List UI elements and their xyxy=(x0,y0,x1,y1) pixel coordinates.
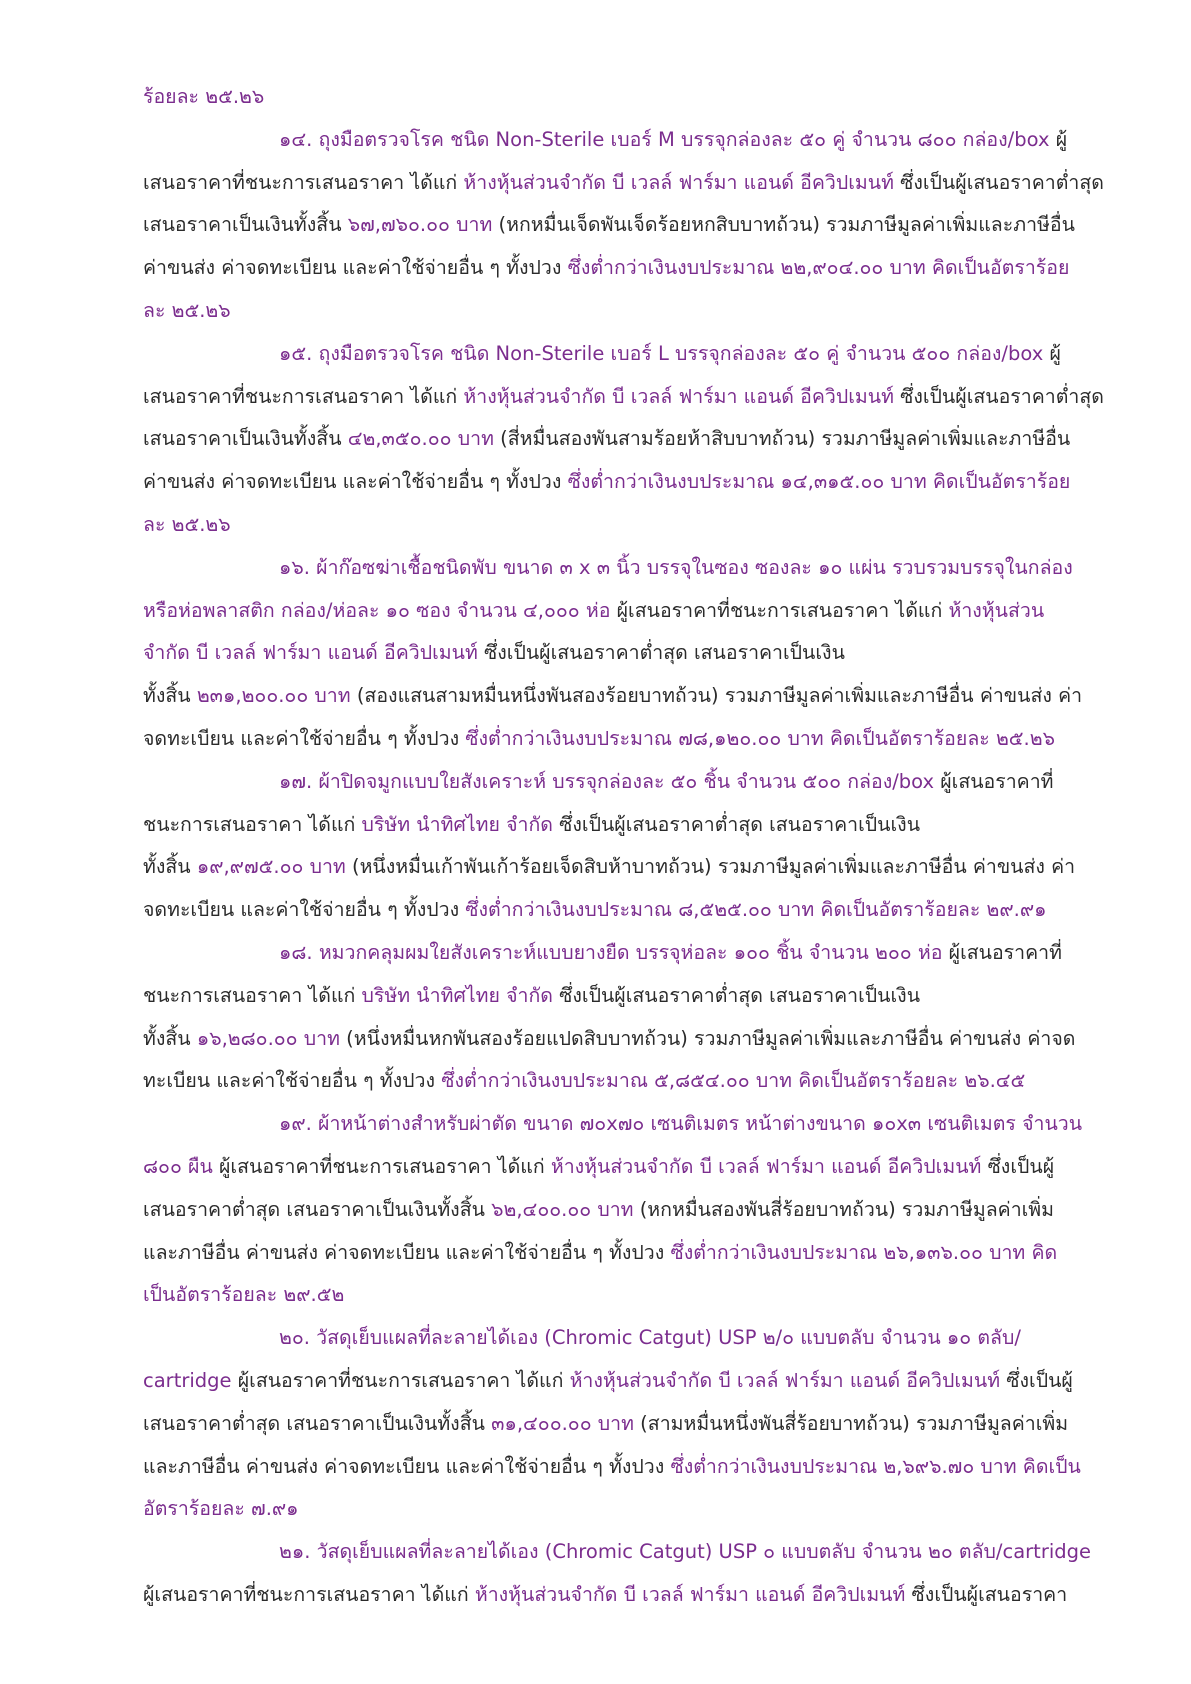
item-text-line xyxy=(143,889,1113,932)
highlighted-text: ซึ่งต่ำกว่าเงินงบประมาณ ๒๖,๑๓๖.๐๐ บาท คิด xyxy=(670,1240,1058,1264)
item-text-line xyxy=(143,1018,1113,1061)
body-text: (สี่หมื่นสองพันสามร้อยห้าสิบบาทถ้วน) รวมภาษีมูลค่าเพิ่มและภาษีอื่น xyxy=(493,427,1071,451)
body-text: เสนอราคาที่ชนะการเสนอราคา ได้แก่ xyxy=(143,384,464,408)
body-text: เสนอราคาต่ำสุด เสนอราคาเป็นเงินทั้งสิ้น xyxy=(143,1197,492,1221)
body-text: เสนอราคาที่ชนะการเสนอราคา ได้แก่ xyxy=(143,170,464,194)
body-text: ซึ่งเป็นผู้เสนอราคาต่ำสุด เสนอราคาเป็นเงิน xyxy=(552,983,921,1007)
item-text-line xyxy=(143,1274,1113,1317)
procurement-item xyxy=(143,1531,1113,1617)
procurement-item xyxy=(143,761,1113,932)
highlighted-text: ห้างหุ้นส่วนจำกัด บี เวลล์ ฟาร์มา แอนด์ อีควิปเมนท์ xyxy=(474,1582,906,1606)
body-text: ผู้เสนอราคาที่ชนะการเสนอราคา ได้แก่ xyxy=(231,1368,570,1392)
body-text: ผู้เสนอราคาที่ชนะการเสนอราคา ได้แก่ xyxy=(610,598,949,622)
body-text: เสนอราคาต่ำสุด เสนอราคาเป็นเงินทั้งสิ้น xyxy=(143,1411,492,1435)
body-text: ผู้เสนอราคาที่ xyxy=(934,769,1054,793)
item-text-line xyxy=(143,504,1113,547)
procurement-item xyxy=(143,1103,1113,1317)
highlighted-text: ๒๓๑,๒๐๐.๐๐ บาท xyxy=(196,684,351,708)
highlighted-text: ๔๒,๓๕๐.๐๐ บาท xyxy=(347,427,494,451)
item-text-line xyxy=(143,1060,1113,1103)
body-text: (สองแสนสามหมื่นหนึ่งพันสองร้อยบาทถ้วน) รวมภาษีมูลค่าเพิ่มและภาษีอื่น ค่าขนส่ง ค่า xyxy=(350,684,1083,708)
body-text: (หกหมื่นสองพันสี่ร้อยบาทถ้วน) รวมภาษีมูลค่าเพิ่ม xyxy=(633,1197,1055,1221)
item-text-line xyxy=(143,846,1113,889)
item-heading-line xyxy=(143,1317,1113,1360)
highlighted-text: cartridge xyxy=(143,1368,232,1392)
highlighted-text: ซึ่งต่ำกว่าเงินงบประมาณ ๗๘,๑๒๐.๐๐ บาท คิดเป็นอัตราร้อยละ ๒๕.๒๖ xyxy=(465,726,1055,750)
body-text: ทั้งสิ้น xyxy=(143,855,197,879)
highlighted-text: ๑๙,๙๗๕.๐๐ บาท xyxy=(196,855,346,879)
item-text-line xyxy=(143,204,1113,247)
item-text-line xyxy=(143,632,1113,675)
highlighted-text: ห้างหุ้นส่วนจำกัด บี เวลล์ ฟาร์มา แอนด์ อีควิปเมนท์ xyxy=(569,1368,1001,1392)
item-heading-line xyxy=(143,119,1113,162)
body-text: ค่าขนส่ง ค่าจดทะเบียน และค่าใช้จ่ายอื่น ๆ ทั้งปวง xyxy=(143,470,568,494)
highlighted-text: ละ ๒๕.๒๖ xyxy=(143,512,231,536)
highlighted-text: หรือห่อพลาสติก กล่อง/ห่อละ ๑๐ ซอง จำนวน ๔,๐๐๐ ห่อ xyxy=(143,598,611,622)
highlighted-text: ซึ่งต่ำกว่าเงินงบประมาณ ๒๒,๙๐๔.๐๐ บาท คิดเป็นอัตราร้อย xyxy=(567,256,1070,280)
body-text: ทะเบียน และค่าใช้จ่ายอื่น ๆ ทั้งปวง xyxy=(143,1069,442,1093)
procurement-item xyxy=(143,119,1113,333)
body-text: ผู้เสนอราคาที่ xyxy=(942,940,1062,964)
highlighted-text: ห้างหุ้นส่วนจำกัด บี เวลล์ ฟาร์มา แอนด์ อีควิปเมนท์ xyxy=(463,384,894,408)
body-text: ชนะการเสนอราคา ได้แก่ xyxy=(143,983,362,1007)
highlighted-text: ห้างหุ้นส่วน xyxy=(948,598,1045,622)
body-text: ซึ่งเป็นผู้เสนอราคาต่ำสุด เสนอราคาเป็นเงิน xyxy=(552,812,921,836)
item-text-line xyxy=(143,290,1113,333)
procurement-item xyxy=(143,932,1113,1103)
body-text: ซึ่งเป็นผู้เสนอราคาต่ำสุด xyxy=(893,384,1104,408)
highlighted-text: ซึ่งต่ำกว่าเงินงบประมาณ ๕,๘๕๔.๐๐ บาท คิดเป็นอัตราร้อยละ ๒๖.๔๕ xyxy=(441,1069,1026,1093)
procurement-item xyxy=(143,1317,1113,1531)
document-body xyxy=(143,76,1113,1617)
body-text: ซึ่งเป็นผู้เสนอราคาต่ำสุด xyxy=(893,170,1104,194)
item-text-line xyxy=(143,804,1113,847)
item-heading-line xyxy=(143,1103,1113,1146)
highlighted-text: ๑๕. ถุงมือตรวจโรค ชนิด Non-Sterile เบอร์ L บรรจุกล่องละ ๕๐ คู่ จำนวน ๕๐๐ กล่อง/box xyxy=(279,341,1044,365)
body-text: และภาษีอื่น ค่าขนส่ง ค่าจดทะเบียน และค่าใช้จ่ายอื่น ๆ ทั้งปวง xyxy=(143,1240,671,1264)
body-text: ซึ่งเป็นผู้ xyxy=(981,1154,1055,1178)
highlighted-text: ๒๑. วัสดุเย็บแผลที่ละลายได้เอง (Chromic Catgut) USP ๐ แบบตลับ จำนวน ๒๐ ตลับ/cartridge xyxy=(279,1540,1092,1564)
highlighted-text: บริษัท นำทิศไทย จำกัด xyxy=(361,812,553,836)
highlighted-text: ๖๒,๔๐๐.๐๐ บาท xyxy=(491,1197,634,1221)
item-text-line xyxy=(143,975,1113,1018)
body-text: ซึ่งเป็นผู้เสนอราคา xyxy=(905,1582,1068,1606)
item-text-line xyxy=(143,1446,1113,1489)
highlighted-text: ซึ่งต่ำกว่าเงินงบประมาณ ๘,๕๒๕.๐๐ บาท คิดเป็นอัตราร้อยละ ๒๙.๙๑ xyxy=(465,898,1047,922)
item-heading-line xyxy=(143,1531,1113,1574)
highlighted-text: ๑๖,๒๘๐.๐๐ บาท xyxy=(196,1026,340,1050)
highlighted-text: ห้างหุ้นส่วนจำกัด บี เวลล์ ฟาร์มา แอนด์ อีควิปเมนท์ xyxy=(463,170,894,194)
body-text: ผู้ xyxy=(1043,341,1061,365)
procurement-item xyxy=(143,333,1113,547)
highlighted-text: ๑๔. ถุงมือตรวจโรค ชนิด Non-Sterile เบอร์ M บรรจุกล่องละ ๕๐ คู่ จำนวน ๘๐๐ กล่อง/box xyxy=(279,127,1050,151)
item-text-line xyxy=(143,418,1113,461)
item-heading-line xyxy=(143,932,1113,975)
body-text: (สามหมื่นหนึ่งพันสี่ร้อยบาทถ้วน) รวมภาษีมูลค่าเพิ่ม xyxy=(633,1411,1069,1435)
intro-tail-line: ร้อยละ ๒๕.๒๖ xyxy=(143,85,265,108)
highlighted-text: ห้างหุ้นส่วนจำกัด บี เวลล์ ฟาร์มา แอนด์ อีควิปเมนท์ xyxy=(550,1154,982,1178)
highlighted-text: จำกัด บี เวลล์ ฟาร์มา แอนด์ อีควิปเมนท์ xyxy=(143,641,478,665)
item-heading-line xyxy=(143,547,1113,590)
body-text: ซึ่งเป็นผู้เสนอราคาต่ำสุด เสนอราคาเป็นเงิน xyxy=(477,641,845,665)
item-heading-line xyxy=(143,761,1113,804)
highlighted-text: เป็นอัตราร้อยละ ๒๙.๕๒ xyxy=(143,1283,345,1307)
body-text: และภาษีอื่น ค่าขนส่ง ค่าจดทะเบียน และค่าใช้จ่ายอื่น ๆ ทั้งปวง xyxy=(143,1454,671,1478)
item-text-line xyxy=(143,247,1113,290)
body-text: จดทะเบียน และค่าใช้จ่ายอื่น ๆ ทั้งปวง xyxy=(143,726,466,750)
item-text-line xyxy=(143,1232,1113,1275)
item-text-line xyxy=(143,718,1113,761)
body-text: เสนอราคาเป็นเงินทั้งสิ้น xyxy=(143,427,348,451)
body-text: ค่าขนส่ง ค่าจดทะเบียน และค่าใช้จ่ายอื่น ๆ ทั้งปวง xyxy=(143,256,568,280)
body-text: ซึ่งเป็นผู้ xyxy=(1000,1368,1073,1392)
item-text-line xyxy=(143,590,1113,633)
body-text: ผู้เสนอราคาที่ชนะการเสนอราคา ได้แก่ xyxy=(143,1582,475,1606)
body-text: ผู้ xyxy=(1049,127,1068,151)
item-text-line xyxy=(143,162,1113,205)
body-text: เสนอราคาเป็นเงินทั้งสิ้น xyxy=(143,213,348,237)
item-text-line xyxy=(143,461,1113,504)
body-text: (หนึ่งหมื่นเก้าพันเก้าร้อยเจ็ดสิบห้าบาทถ้วน) รวมภาษีมูลค่าเพิ่มและภาษีอื่น ค่าขนส่ง ค่า xyxy=(345,855,1076,879)
highlighted-text: ๑๘. หมวกคลุมผมใยสังเคราะห์แบบยางยืด บรรจุห่อละ ๑๐๐ ชิ้น จำนวน ๒๐๐ ห่อ xyxy=(279,940,943,964)
item-text-line xyxy=(143,376,1113,419)
highlighted-text: ๑๙. ผ้าหน้าต่างสำหรับผ่าตัด ขนาด ๗๐x๗๐ เซนติเมตร หน้าต่างขนาด ๑๐x๓ เซนติเมตร จำนวน xyxy=(279,1112,1083,1136)
body-text: จดทะเบียน และค่าใช้จ่ายอื่น ๆ ทั้งปวง xyxy=(143,898,466,922)
body-text: (หกหมื่นเจ็ดพันเจ็ดร้อยหกสิบบาทถ้วน) รวมภาษีมูลค่าเพิ่มและภาษีอื่น xyxy=(492,213,1075,237)
item-text-line xyxy=(143,1403,1113,1446)
highlighted-text: ๘๐๐ ผืน xyxy=(143,1154,213,1178)
item-heading-line xyxy=(143,333,1113,376)
highlighted-text: ๓๑,๔๐๐.๐๐ บาท xyxy=(491,1411,634,1435)
highlighted-text: ๑๖. ผ้าก๊อซฆ่าเชื้อชนิดพับ ขนาด ๓ x ๓ นิ้ว บรรจุในซอง ซองละ ๑๐ แผ่น รวบรวมบรรจุในกล่อง xyxy=(279,555,1073,579)
item-text-line xyxy=(143,1189,1113,1232)
highlighted-text: ซึ่งต่ำกว่าเงินงบประมาณ ๑๔,๓๑๕.๐๐ บาท คิดเป็นอัตราร้อย xyxy=(567,470,1071,494)
highlighted-text: ๑๗. ผ้าปิดจมูกแบบใยสังเคราะห์ บรรจุกล่องละ ๕๐ ชิ้น จำนวน ๕๐๐ กล่อง/box xyxy=(279,769,935,793)
item-text-line xyxy=(143,675,1113,718)
body-text: ชนะการเสนอราคา ได้แก่ xyxy=(143,812,362,836)
procurement-item xyxy=(143,547,1113,761)
highlighted-text: ละ ๒๕.๒๖ xyxy=(143,298,231,322)
body-text: (หนึ่งหมื่นหกพันสองร้อยแปดสิบบาทถ้วน) รวมภาษีมูลค่าเพิ่มและภาษีอื่น ค่าขนส่ง ค่าจด xyxy=(339,1026,1076,1050)
highlighted-text: ๒๐. วัสดุเย็บแผลที่ละลายได้เอง (Chromic Catgut) USP ๒/๐ แบบตลับ จำนวน ๑๐ ตลับ/ xyxy=(279,1326,1021,1350)
item-text-line xyxy=(143,1146,1113,1189)
item-text-line xyxy=(143,1360,1113,1403)
highlighted-text: ซึ่งต่ำกว่าเงินงบประมาณ ๒,๖๙๖.๗๐ บาท คิดเป็น xyxy=(670,1454,1081,1478)
highlighted-text: ๖๗,๗๖๐.๐๐ บาท xyxy=(347,213,493,237)
highlighted-text: บริษัท นำทิศไทย จำกัด xyxy=(361,983,553,1007)
body-text: ทั้งสิ้น xyxy=(143,684,197,708)
body-text: ทั้งสิ้น xyxy=(143,1026,197,1050)
item-text-line xyxy=(143,1574,1113,1617)
item-text-line xyxy=(143,1488,1113,1531)
body-text: ผู้เสนอราคาที่ชนะการเสนอราคา ได้แก่ xyxy=(212,1154,551,1178)
highlighted-text: อัตราร้อยละ ๗.๙๑ xyxy=(143,1497,299,1521)
